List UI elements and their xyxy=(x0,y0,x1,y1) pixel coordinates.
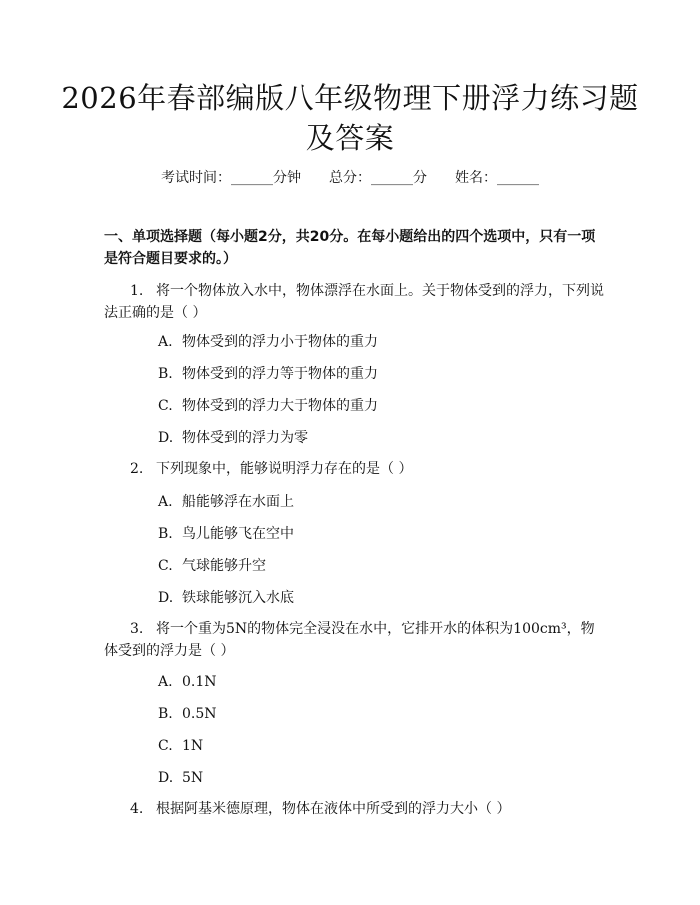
option-letter: B. xyxy=(158,366,173,382)
option-letter: A. xyxy=(158,674,173,690)
question-3-option-a xyxy=(158,672,217,692)
option-text: 船能够浮在水面上 xyxy=(182,494,294,510)
option-text: 物体受到的浮力大于物体的重力 xyxy=(182,398,378,414)
question-2 xyxy=(104,458,604,480)
exam-time-field: 考试时间：______分钟 xyxy=(161,170,301,186)
total-score-field: 总分：______分 xyxy=(329,170,427,186)
question-1-option-b xyxy=(158,364,378,384)
option-text: 0.1N xyxy=(182,674,217,690)
option-text: 物体受到的浮力为零 xyxy=(182,430,308,446)
exam-info-line xyxy=(0,168,700,188)
question-3-option-c xyxy=(158,736,203,756)
option-letter: A. xyxy=(158,334,173,350)
option-letter: D. xyxy=(158,770,174,786)
option-text: 物体受到的浮力等于物体的重力 xyxy=(182,366,378,382)
option-text: 鸟儿能够飞在空中 xyxy=(182,526,294,542)
option-letter: A. xyxy=(158,494,173,510)
question-3-option-b xyxy=(158,704,217,724)
question-2-option-d xyxy=(158,588,294,608)
option-text: 0.5N xyxy=(182,706,217,722)
option-text: 物体受到的浮力小于物体的重力 xyxy=(182,334,378,350)
question-number: 4. xyxy=(130,801,144,817)
question-number: 1. xyxy=(130,283,144,299)
question-2-option-c xyxy=(158,556,266,576)
page-title: 2026年春部编版八年级物理下册浮力练习题及答案 xyxy=(61,81,639,155)
question-1-option-a xyxy=(158,332,378,352)
section-heading-single-choice: 一、单项选择题（每小题2分，共20分。在每小题给出的四个选项中，只有一项是符合题目要求的。） xyxy=(104,229,596,267)
option-text: 气球能够升空 xyxy=(182,558,266,574)
option-letter: C. xyxy=(158,738,173,754)
question-text: 根据阿基米德原理，物体在液体中所受到的浮力大小（ ） xyxy=(156,801,511,817)
question-1-option-c xyxy=(158,396,378,416)
option-letter: C. xyxy=(158,558,173,574)
option-letter: B. xyxy=(158,706,173,722)
question-text: 将一个物体放入水中，物体漂浮在水面上。关于物体受到的浮力，下列说法正确的是（ ） xyxy=(104,283,604,321)
question-2-option-b xyxy=(158,524,294,544)
question-3-option-d xyxy=(158,768,203,788)
question-4 xyxy=(104,798,604,820)
option-text: 5N xyxy=(182,770,204,786)
option-text: 1N xyxy=(182,738,204,754)
question-number: 3. xyxy=(130,621,144,637)
option-letter: C. xyxy=(158,398,173,414)
question-1-option-d xyxy=(158,428,308,448)
question-2-option-a xyxy=(158,492,294,512)
question-text: 下列现象中，能够说明浮力存在的是（ ） xyxy=(156,461,413,477)
option-letter: B. xyxy=(158,526,173,542)
option-text: 铁球能够沉入水底 xyxy=(182,590,294,606)
question-number: 2. xyxy=(130,461,144,477)
student-name-field: 姓名：______ xyxy=(455,170,539,186)
question-1 xyxy=(104,280,604,324)
option-letter: D. xyxy=(158,430,174,446)
question-text: 将一个重为5N的物体完全浸没在水中，它排开水的体积为100cm³，物体受到的浮力是（ ） xyxy=(104,621,595,659)
question-3 xyxy=(104,618,604,662)
option-letter: D. xyxy=(158,590,174,606)
